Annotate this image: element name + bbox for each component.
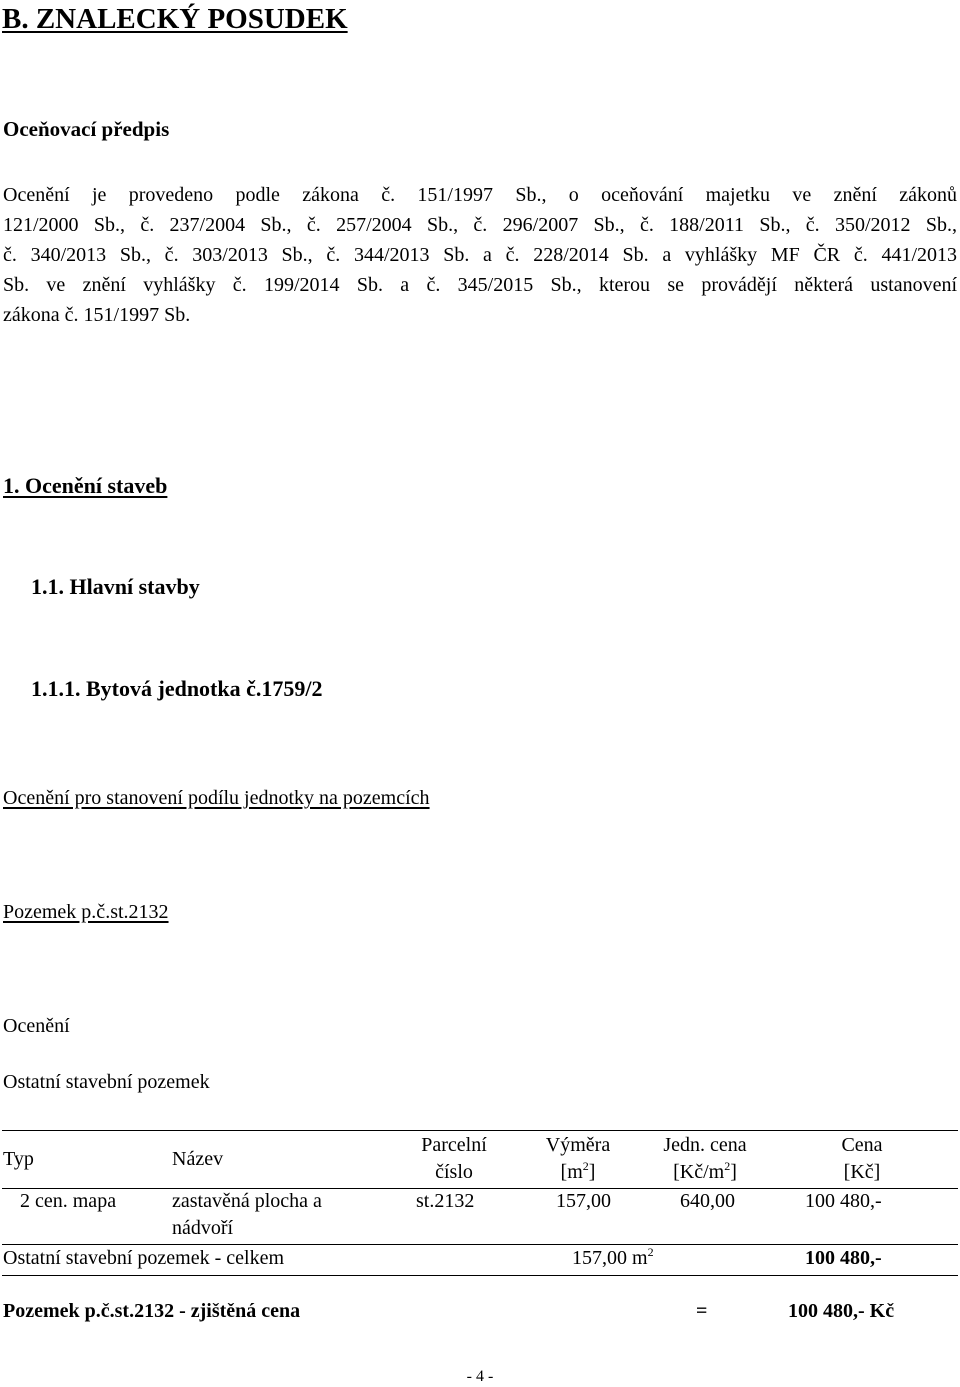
total-label: Ostatní stavební pozemek - celkem [3,1247,285,1269]
row-cena: 100 480,- [805,1190,882,1212]
section-heading-oceneni-predpis: Oceňovací předpis [3,117,170,141]
heading-ostatni-stavebni-pozemek: Ostatní stavební pozemek [3,1071,210,1093]
col-header-jedn-cena: Jedn. cena [663,1134,747,1156]
total-vymera: 157,00 $m^2$ [572,1245,654,1269]
col-header-vymera-unit: $[m^2]$ [560,1159,596,1183]
row-vymera: 157,00 [556,1190,611,1212]
row-typ: 2 cen. mapa [20,1190,117,1212]
heading-oceneni: Ocenění [3,1015,70,1037]
document-title: B. ZNALECKÝ POSUDEK [2,3,348,35]
table-header-rule [2,1188,958,1189]
col-header-parcelni-cislo: číslo [435,1161,473,1183]
row-jedn-cena: 640,00 [680,1190,735,1212]
paragraph-line: 121/2000 Sb., č. 237/2004 Sb., č. 257/2004 Sb., č. 296/2007 Sb., č. 188/2011 Sb., č. 350/2012 Sb., [3,214,957,236]
col-header-jedn-cena-unit: $[Kč/m^2]$ [673,1159,737,1183]
col-header-typ: Typ [3,1148,34,1170]
page-number: - 4 - [466,1368,494,1385]
row-parcelni: st.2132 [416,1190,475,1212]
summary-value: 100 480,- Kč [788,1300,895,1322]
summary-label: Pozemek p.č.st.2132 - zjištěná cena [3,1300,301,1322]
heading-bytova-jednotka: 1.1.1. Bytová jednotka č.1759/2 [31,676,323,701]
heading-podil-na-pozemcich: Ocenění pro stanovení podílu jednotky na pozemcích [3,787,430,809]
col-header-cena-unit: [Kč] [843,1161,881,1183]
total-cena: 100 480,- [805,1247,882,1269]
col-header-cena: Cena [841,1134,883,1156]
table-total-rule [2,1244,958,1245]
col-header-parcelni: Parcelní [421,1134,487,1156]
heading-oceneni-staveb: 1. Ocenění staveb [3,473,168,498]
heading-pozemek: Pozemek p.č.st.2132 [3,901,169,923]
col-header-vymera: Výměra [545,1134,611,1156]
paragraph-line: č. 340/2013 Sb., č. 303/2013 Sb., č. 344/2013 Sb. a č. 228/2014 Sb. a vyhlášky MF ČR č. 441/2013 [3,244,957,266]
paragraph-line: Ocenění je provedeno podle zákona č. 151/1997 Sb., o oceňování majetku ve znění zákonů [3,184,957,206]
heading-hlavni-stavby: 1.1. Hlavní stavby [31,574,200,599]
col-header-nazev: Název [172,1148,224,1170]
table-top-rule [2,1130,958,1131]
row-nazev-cont: nádvoří [172,1217,234,1239]
paragraph-line: zákona č. 151/1997 Sb. [3,304,191,326]
summary-equals: = [696,1300,708,1322]
paragraph-line: Sb. ve znění vyhlášky č. 199/2014 Sb. a č. 345/2015 Sb., kterou se provádějí některá ustanovení [3,274,957,296]
valuation-regulation-paragraph [3,180,957,330]
table-bottom-rule [2,1275,958,1276]
row-nazev: zastavěná plocha a [172,1190,322,1212]
